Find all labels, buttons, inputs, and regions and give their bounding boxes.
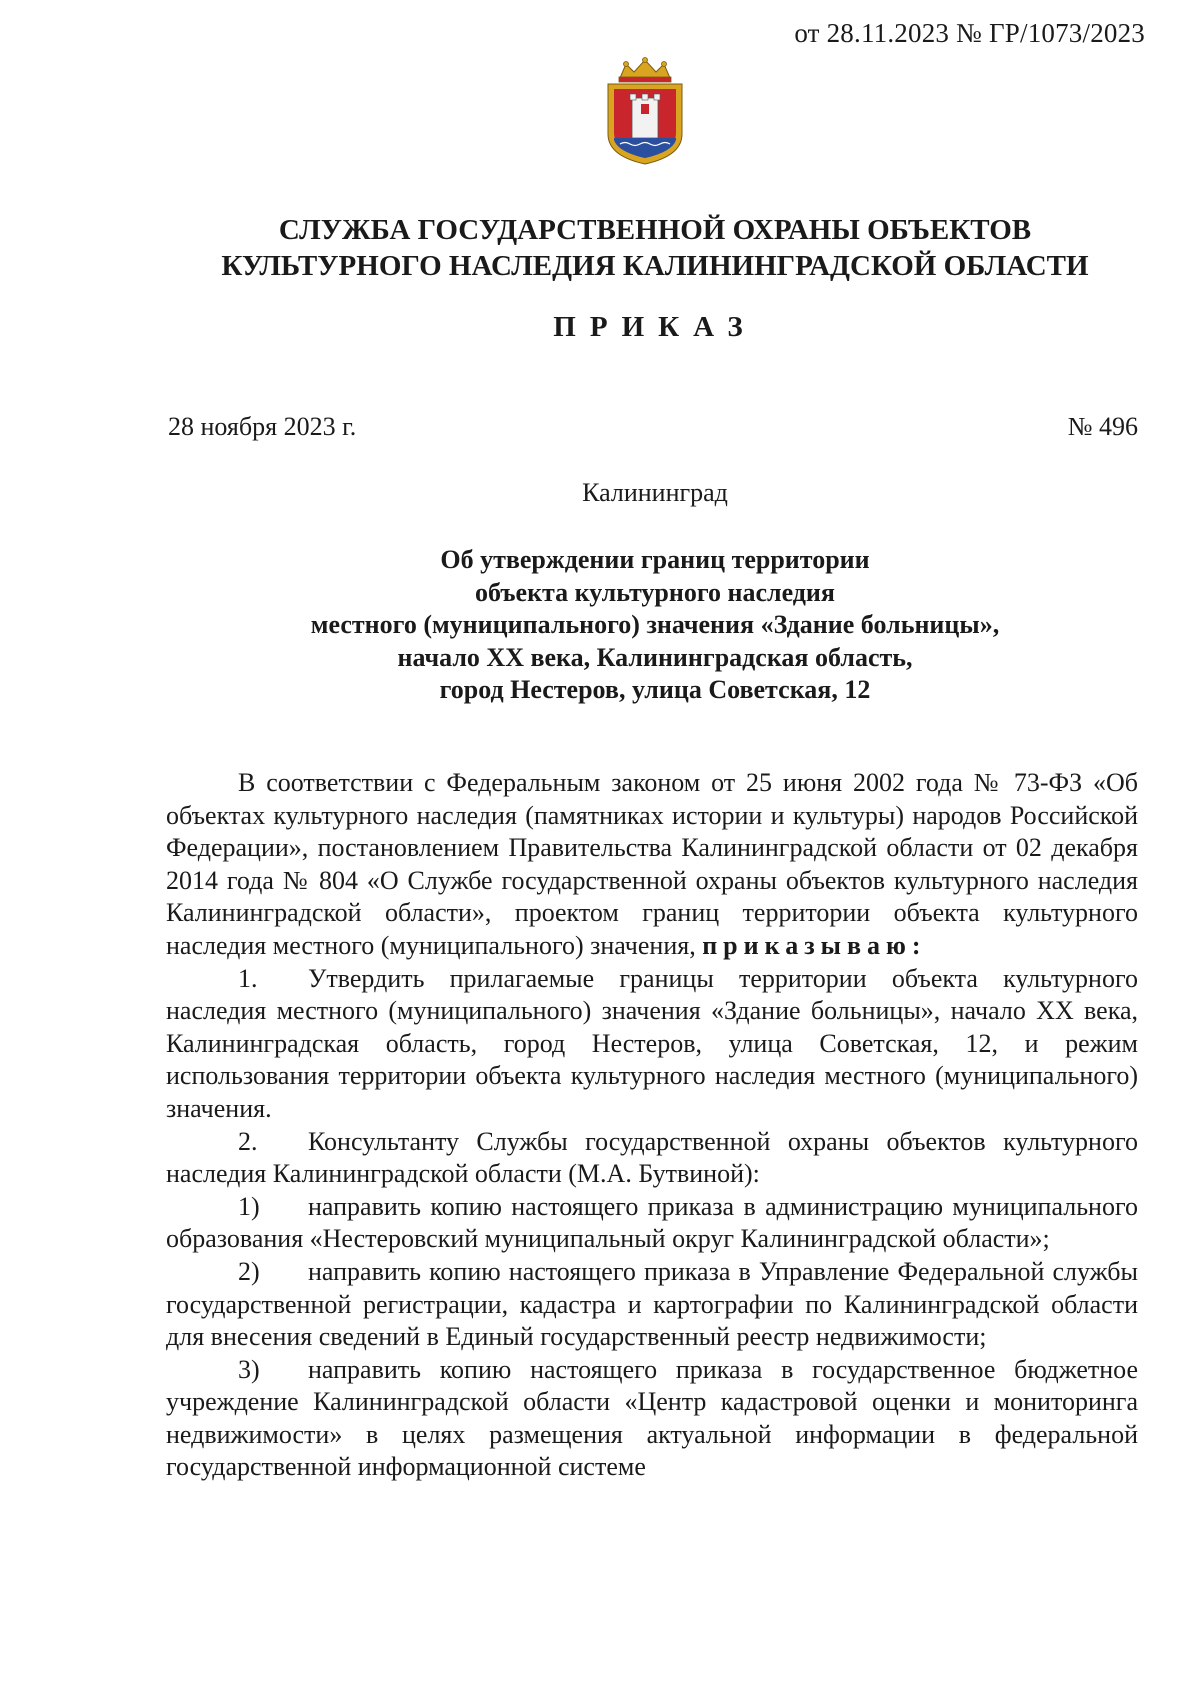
item-text: Консультанту Службы государственной охраны объектов культурного наследия Калининградской области (М.А. Бутвиной): bbox=[166, 1126, 1138, 1189]
subject-line: начало XX века, Калининградская область, bbox=[397, 642, 913, 672]
order-item-1 bbox=[166, 963, 1138, 1126]
organization-title bbox=[160, 212, 1150, 284]
preamble-paragraph bbox=[166, 767, 1138, 963]
document-type: ПРИКАЗ bbox=[553, 311, 757, 343]
order-subitem-1 bbox=[166, 1191, 1138, 1256]
subject-line: город Нестеров, улица Советская, 12 bbox=[439, 675, 871, 704]
organization-title-line: КУЛЬТУРНОГО НАСЛЕДИЯ КАЛИНИНГРАДСКОЙ ОБЛАСТИ bbox=[221, 250, 1089, 282]
document-body bbox=[166, 767, 1138, 1484]
item-number: 2. bbox=[238, 1126, 258, 1156]
order-subitem-2 bbox=[166, 1256, 1138, 1354]
item-text: Утвердить прилагаемые границы территории объекта культурного наследия местного (муниципального) значения «Здание больницы», начало XX века, Калининградская область, город Нестеров, улица Советская, 12, и режим использования территории объекта культурного наследия местного (муниципального) значения. bbox=[166, 963, 1138, 1123]
order-subitem-3 bbox=[166, 1354, 1138, 1484]
document-city: Калининград bbox=[582, 478, 728, 507]
subitem-number: 1) bbox=[238, 1191, 260, 1221]
item-number: 1. bbox=[238, 963, 258, 993]
document-subject bbox=[160, 544, 1150, 707]
document-date: 28 ноября 2023 г. bbox=[168, 412, 357, 441]
subitem-text: направить копию настоящего приказа в администрацию муниципального образования «Нестеровский муниципальный округ Калининградской области»; bbox=[166, 1191, 1138, 1254]
organization-title-line: СЛУЖБА ГОСУДАРСТВЕННОЙ ОХРАНЫ ОБЪЕКТОВ bbox=[278, 214, 1032, 246]
preamble-text: В соответствии с Федеральным законом от 25 июня 2002 года № 73-ФЗ «Об объектах культурного наследия (памятниках истории и культуры) народов Российской Федерации», постановлением Правительства Калининградской области от 02 декабря 2014 года № 804 «О Службе государственной охраны объектов культурного наследия Калининградской области», проектом границ территории объекта культурного наследия местного (муниципального) значения, bbox=[166, 768, 1138, 960]
subitem-number: 2) bbox=[238, 1256, 260, 1286]
kaliningrad-coat-of-arms-icon bbox=[600, 56, 690, 166]
subitem-text: направить копию настоящего приказа в Управление Федеральной службы государственной регистрации, кадастра и картографии по Калининградской области для внесения сведений в Единый государственный реестр недвижимости; bbox=[166, 1256, 1138, 1352]
subject-line: объекта культурного наследия bbox=[475, 577, 835, 607]
orders-word: приказываю: bbox=[702, 930, 927, 960]
subject-line: местного (муниципального) значения «Здание больницы», bbox=[310, 610, 1000, 639]
subitem-text: направить копию настоящего приказа в государственное бюджетное учреждение Калининградской области «Центр кадастровой оценки и мониторинга недвижимости» в целях размещения актуальной информации в федеральной государственной информационной системе bbox=[166, 1354, 1138, 1482]
order-item-2 bbox=[166, 1126, 1138, 1191]
subitem-number: 3) bbox=[238, 1354, 260, 1384]
subject-line: Об утверждении границ территории bbox=[440, 545, 870, 574]
document-number: № 496 bbox=[1067, 412, 1138, 441]
registration-number: от 28.11.2023 № ГР/1073/2023 bbox=[794, 18, 1145, 48]
